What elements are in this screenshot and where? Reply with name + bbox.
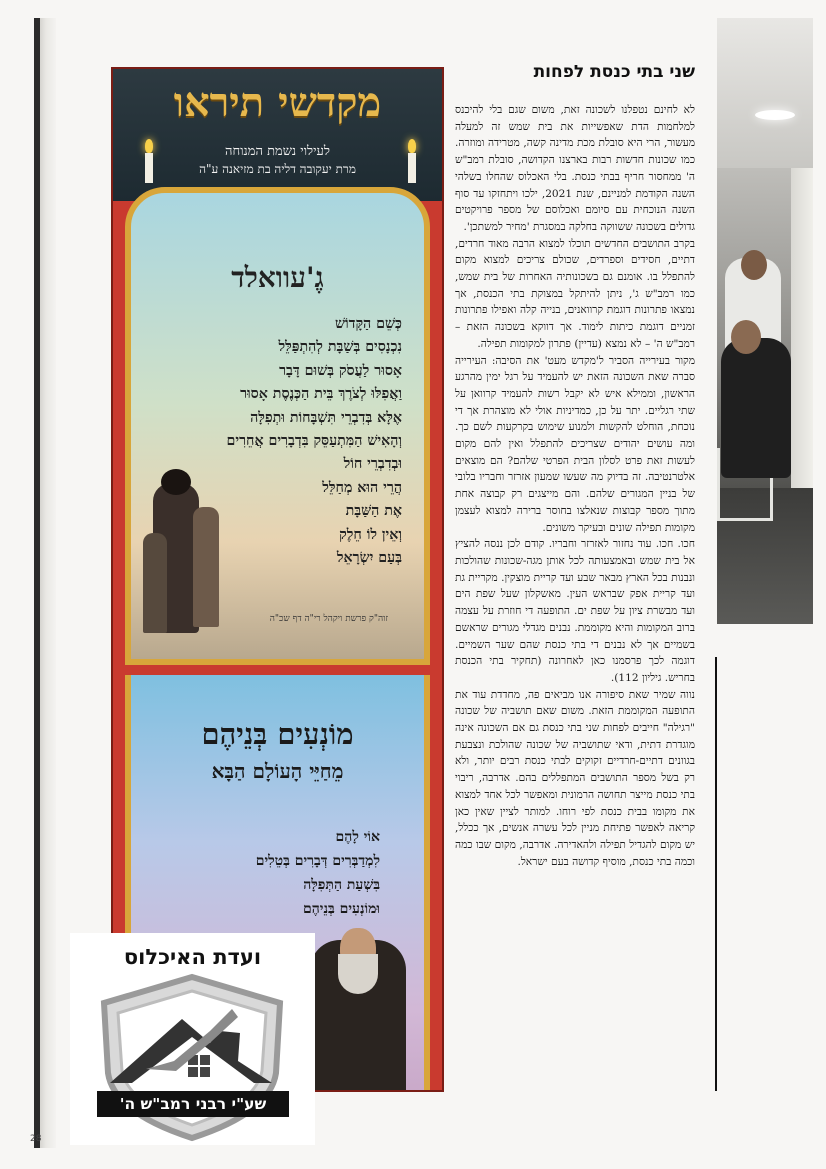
panel1-line: וְאֵין לוֹ חֵלֶק xyxy=(339,526,402,543)
article-paragraph: מקור בעירייה הסביר ל'מקדש מעט' את הסיבה: העירייה סברה שאת השכונה הזאת יש להעמיד על רגל ימין מהרגע הראשון, וממילא איש לא יקבל רשות להעמיד קרוואן על שתי רגליים. יתר על כן, כמדיניות אולי לא מוצהרת אך די נוכחת, הוחלט להקשות ולמנוע שימוש בקרקעות לשם כך. ומה עושים יהודים שצריכים להתפלל ואין להם מקום לעשות זאת פרט לסלון הבית הפרטי שלהם? הם מוצאים אלטרנטיבה. זה בדיוק מה שעשו שמעון אזרזר וחבריו בלובי של בניין המגורים שלהם. והם מייצגים רק קבוצה אחת מתוך מספר קבוצות שנאלצו בחוסר ברירה למצוא לעצמן מקומות תפילה שונים ובעיקר משונים. xyxy=(455,354,695,534)
page-number: 28 xyxy=(30,1134,42,1144)
panel2-title: מוֹנְעִים בְּנֵיהֶם xyxy=(201,717,354,751)
panel1-line: אֶת הַשַּׁבָּת xyxy=(345,503,402,520)
panel2-line: לִמְדַבְּרִים דְּבָרִים בְּטֵלִים xyxy=(255,853,380,869)
panel2-text xyxy=(180,825,380,921)
panel1-line: נִכְנָסִים בְּשַׁבָּת לְהִתְפַּלֵּל xyxy=(278,339,402,356)
panel1-line: הֲרֵי הוּא מְחַלֵּל xyxy=(322,479,402,496)
poster-dedication-line1: לעילוי נשמת המנוחה xyxy=(225,144,330,159)
panel1-line: אֶלָּא בְּדִבְרֵי תִּשְׁבָּחוֹת וּתְפִלָּה xyxy=(250,409,402,426)
logo-band: שע"י רבני רמב"ש ה' xyxy=(97,1091,289,1117)
article-body xyxy=(455,102,695,870)
panel1-title: גֶ'עוואלד xyxy=(231,261,324,294)
photo-figure-reading xyxy=(721,338,791,478)
poster-dedication-line2: מרת יעקובה דליה בת מזיאנה ע"ה xyxy=(199,162,356,176)
ceiling-lamp xyxy=(755,110,795,120)
article-paragraph: בקרב התושבים החדשים תוכלו למצוא הרבה מאוד חרדים, דתיים, חסידים וספרדים, שכולם צריכים למצוא מקום להתפלל בו. אומנם גם בשכונותיה האחרות של בית שמש, כמו רמב"ש ג', ניתן להיתקל במצוקת בתי הכנסת, אך נמצאו פתרונות דוגמת קרוואנים, בנייה קלה ואפילו פתרונות זמניים דוגמת כיתות לימוד. אך דווקא בשכונה הזאת – רמב"ש ה' – לא נמצא (עדיין) פתרון למקומות תפילה. xyxy=(455,237,695,350)
poster-panel-1 xyxy=(125,187,430,665)
panel2-line: וּמוֹנְעִים בְּנֵיהֶם xyxy=(303,901,380,917)
panel2-subtitle: מֵחַיֵּי הָעוֹלָם הַבָּא xyxy=(211,759,344,783)
panel1-line: וְהָאִישׁ הַמִּתְעַסֵּק בִּדְבָרִים אֲחֵרִים xyxy=(226,433,402,450)
photo-figure-head xyxy=(741,250,767,280)
poster-title: מקדשי תיראו xyxy=(173,79,382,126)
illustration-rabbi-beard xyxy=(338,954,378,994)
photo-figure-head xyxy=(731,320,761,354)
photo-ceiling xyxy=(717,18,813,168)
illustration-figures xyxy=(143,463,223,643)
panel1-line: וּבְדִבְרֵי חוֹל xyxy=(343,456,402,473)
illustration-hat-icon xyxy=(161,469,191,495)
poster-header xyxy=(113,69,442,201)
article-column xyxy=(455,62,695,1102)
panel1-line: כְּשֵׁם הַקָּדוֹשׁ xyxy=(334,316,402,332)
panel1-line: אָסוּר לַעֲסֹק בְּשׁוּם דָּבָר xyxy=(279,362,402,379)
committee-logo xyxy=(70,933,315,1145)
illustration-child xyxy=(193,507,219,627)
article-title: שני בתי כנסת לפחות xyxy=(533,62,695,82)
panel1-source: זוה"ק פרשת ויקהל רי"ה דף שכ"ה xyxy=(269,614,388,624)
column-divider xyxy=(715,657,717,1091)
panel1-line: וַאֲפִלּוּ לְצֹרֶךְ בֵּית הַכְּנֶסֶת אָסוּר xyxy=(240,386,402,403)
article-paragraph: לא לחינם נטפלנו לשכונה זאת, משום שגם בלי להיכנס למלחמות הדת שאפשייות את בית שמש זה למעלה מעשור, הרי היא סובלת מכת מדינה קשה, מטרידה ומוזרה. כמו שכונות חדשות רבות בארצנו הקדושה, סובלת רמב"ש ה' ממחסור חריף בבתי כנסת. בלי האכלוס שהחלו בשלהי השנה הקודמת למניינם, שנת 2021, ילכו ויתחזקו עד סוף השנה הנוכחית עם סיומם ואכלוסם של מספר פרויקטים גדולים בשכונה ששווקה בחלקה במסגרת 'מחיר למשתכן'. xyxy=(455,104,695,233)
illustration-child xyxy=(143,533,167,633)
logo-title: ועדת האיכלוס xyxy=(123,945,262,969)
synagogue-lobby-photo xyxy=(717,18,813,624)
panel1-line: בְּעַם יִשְׂרָאֵל xyxy=(336,550,402,567)
panel2-line: בִּשְׁעַת הַתְּפִלָּה xyxy=(303,877,380,893)
article-paragraph: נווה שמיר שאת סיפורה אנו מביאים פה, מחדדת עוד את התופעה המקוממת הזאת. משום שאם תושביה של שכונה "רגילה" חייבים לפחות שני בתי כנסת גם אם השכונה אינה מוגדרת דתית, ודאי שתושביה של שכונה שהולכת ונצבעת בגוונים דתיים-חרדיים זקוקים לבתי כנסת רבים יותר, ולא רק בשל מספר התושבים המתפללים בהם. אדרבה, ריבוי בתי כנסת מייצר תחושה הרמונית ומאפשר לכל אחד למצוא את מקומו בבית כנסת לפי רוחו. למותר לציין שאין כאן קריאה לאפשר פתיחת מניין לכל עשרה אנשים, אך ככלל, יש מקום להגדיל תפילה ולהאדירה. אדרבה, מקום שבו כמה וכמה בתי כנסת, מוסיף קדושה בעם ישראל. xyxy=(455,688,695,868)
panel2-line: אוֹי לָהֶם xyxy=(335,829,380,845)
page-binding-edge xyxy=(34,18,40,1148)
article-paragraph: חכו. חכו. עוד נחזור לאזרזר וחבריו. קודם לכן ננסה להציץ אל בית שמש ובאמצעותה לכל אותן מגה-שכונות שהולכות ונבנות בכל הארץ מבאר שבע ועד קריית מוצקין. מקריית גת ועד קריית אפק שבראש העין. מאשקלון שעל שפת הים ועד מבשרת ציון על שפת ים. התופעה די חוזרת על עצמה ברוב המקומות והיא מקוממת. נבנים מגדלי מגורים שראשם בשמיים אך לא נבנים די בתי כנסת שהם שער השמיים. דוגמה לכך פרסמנו כאן לאחרונה (תחקיר בתי הכנסת בחריש. גיליון 112). xyxy=(455,538,695,684)
